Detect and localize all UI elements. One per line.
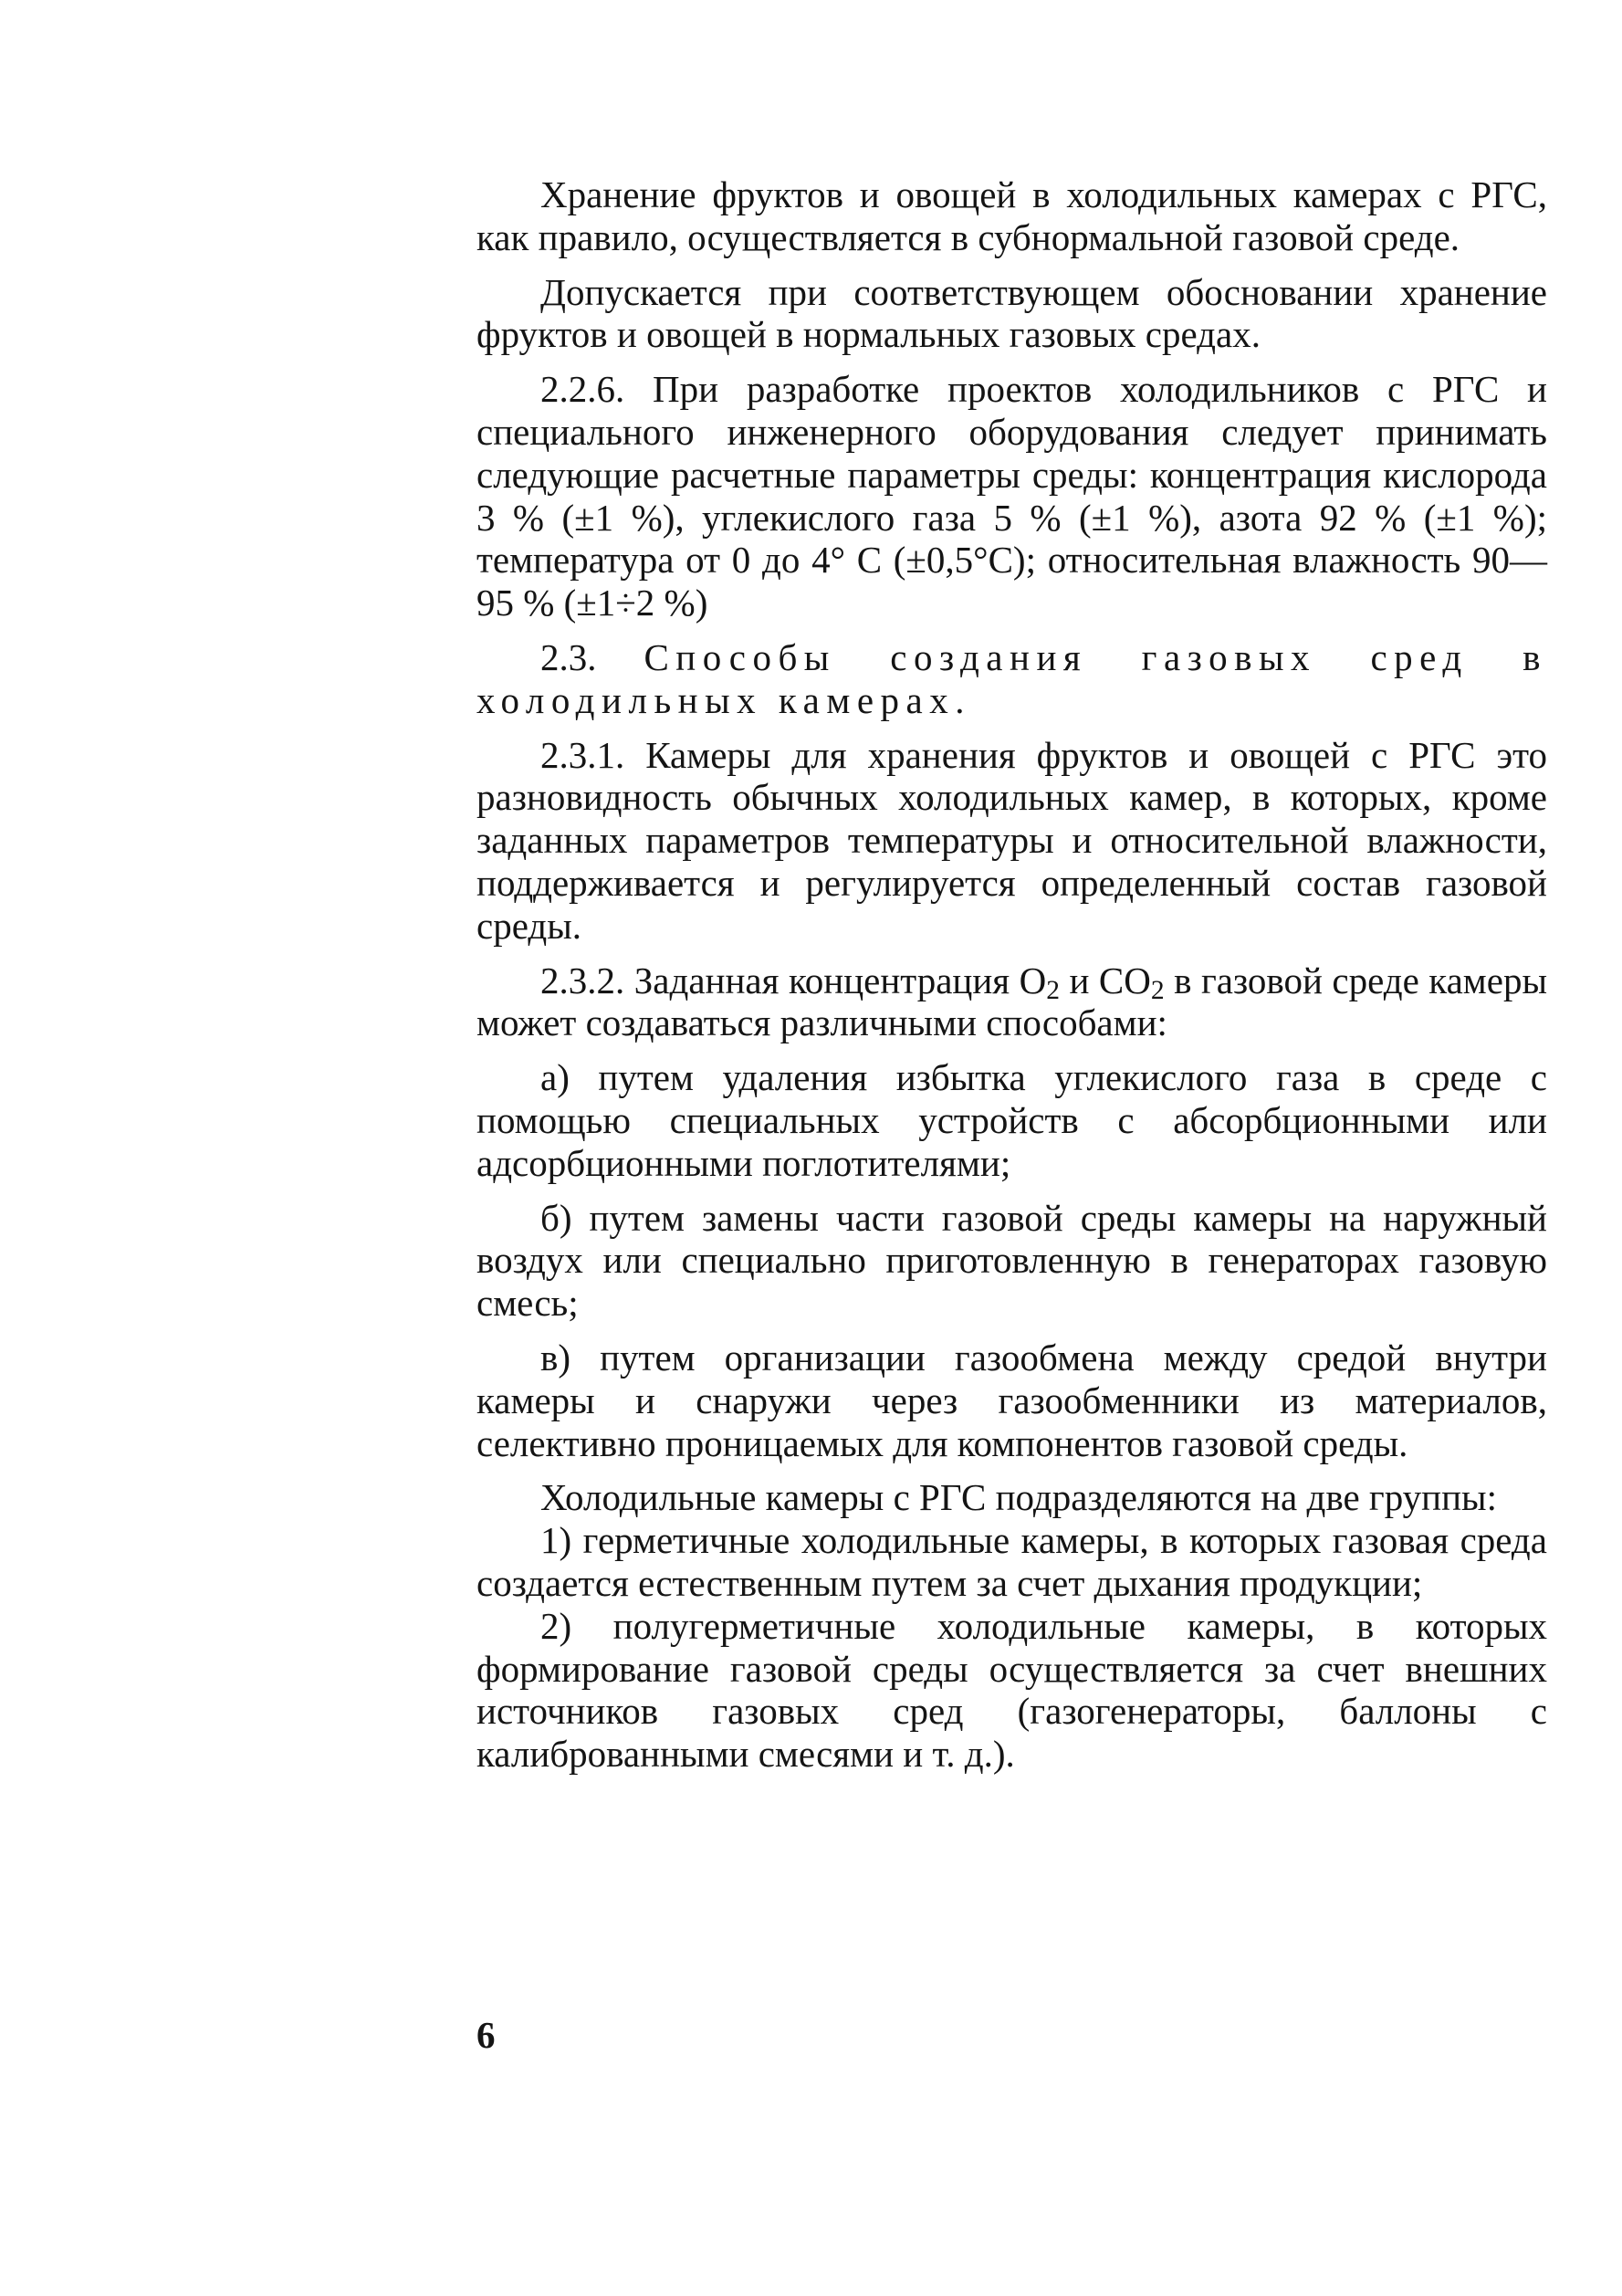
paragraph-2-3-2 [476, 959, 1547, 1045]
paragraph-storage-normal: Допускается при соответствующем обосновании хранение фруктов и овощей в нормальных газовых средах. [476, 270, 1547, 356]
list-item-b: б) путем замены части газовой среды камеры на наружный воздух или специально приготовленную в генераторах газовую смесь; [476, 1196, 1547, 1325]
section-title: Способы создания газовых сред в холодильных камерах. [476, 635, 1547, 721]
o2-subscript: 2 [1046, 975, 1061, 1005]
list-item-v: в) путем организации газообмена между средой внутри камеры и снаружи через газообменники из материалов, селективно проницаемых для компонентов газовой среды. [476, 1336, 1547, 1464]
section-heading-2-3 [476, 636, 1547, 722]
document-body [476, 173, 1547, 1776]
paragraph-2-3-2-mid: и CO [1060, 959, 1151, 1001]
section-number: 2.3. [540, 635, 597, 678]
paragraph-2-3-2-end: в газовой среде камеры может создаваться различными способами: [476, 959, 1547, 1044]
paragraph-2-3-2-start: 2.3.2. Заданная концентрация O [540, 959, 1047, 1001]
list-item-a: а) путем удаления избытка углекислого газа в среде с помощью специальных устройств с абсорбционными или адсорбционными поглотителями; [476, 1056, 1547, 1184]
paragraph-2-2-6: 2.2.6. При разработке проектов холодильников с РГС и специального инженерного оборудования следует принимать следующие расчетные параметры среды: концентрация кислорода 3 % (±1 %), углекислого газа 5 % (±1 %), азота 92 % (±1 %); температура от 0 до 4° С (±0,5°С); относительная влажность 90—95 % (±1÷2 %) [476, 368, 1547, 624]
co2-subscript: 2 [1150, 975, 1165, 1005]
paragraph-groups: Холодильные камеры с РГС подразделяются на две группы: [540, 1476, 1497, 1519]
page-number: 6 [476, 2014, 496, 2056]
list-item-1: 1) герметичные холодильные камеры, в которых газовая среда создается естественным путем за счет дыхания продукции; [476, 1519, 1547, 1604]
list-item-2: 2) полугерметичные холодильные камеры, в которых формирование газовой среды осуществляется за счет внешних источников газовых сред (газогенераторы, баллоны с калиброванными смесями и т. д.). [476, 1604, 1547, 1776]
paragraph-storage-subnormal: Хранение фруктов и овощей в холодильных камерах с РГС, как правило, осуществляется в субнормальной газовой среде. [476, 173, 1547, 258]
paragraph-2-3-1: 2.3.1. Камеры для хранения фруктов и овощей с РГС это разновидность обычных холодильных камер, в которых, кроме заданных параметров температуры и относительной влажности, поддерживается и регулируется определенный состав газовой среды. [476, 733, 1547, 947]
